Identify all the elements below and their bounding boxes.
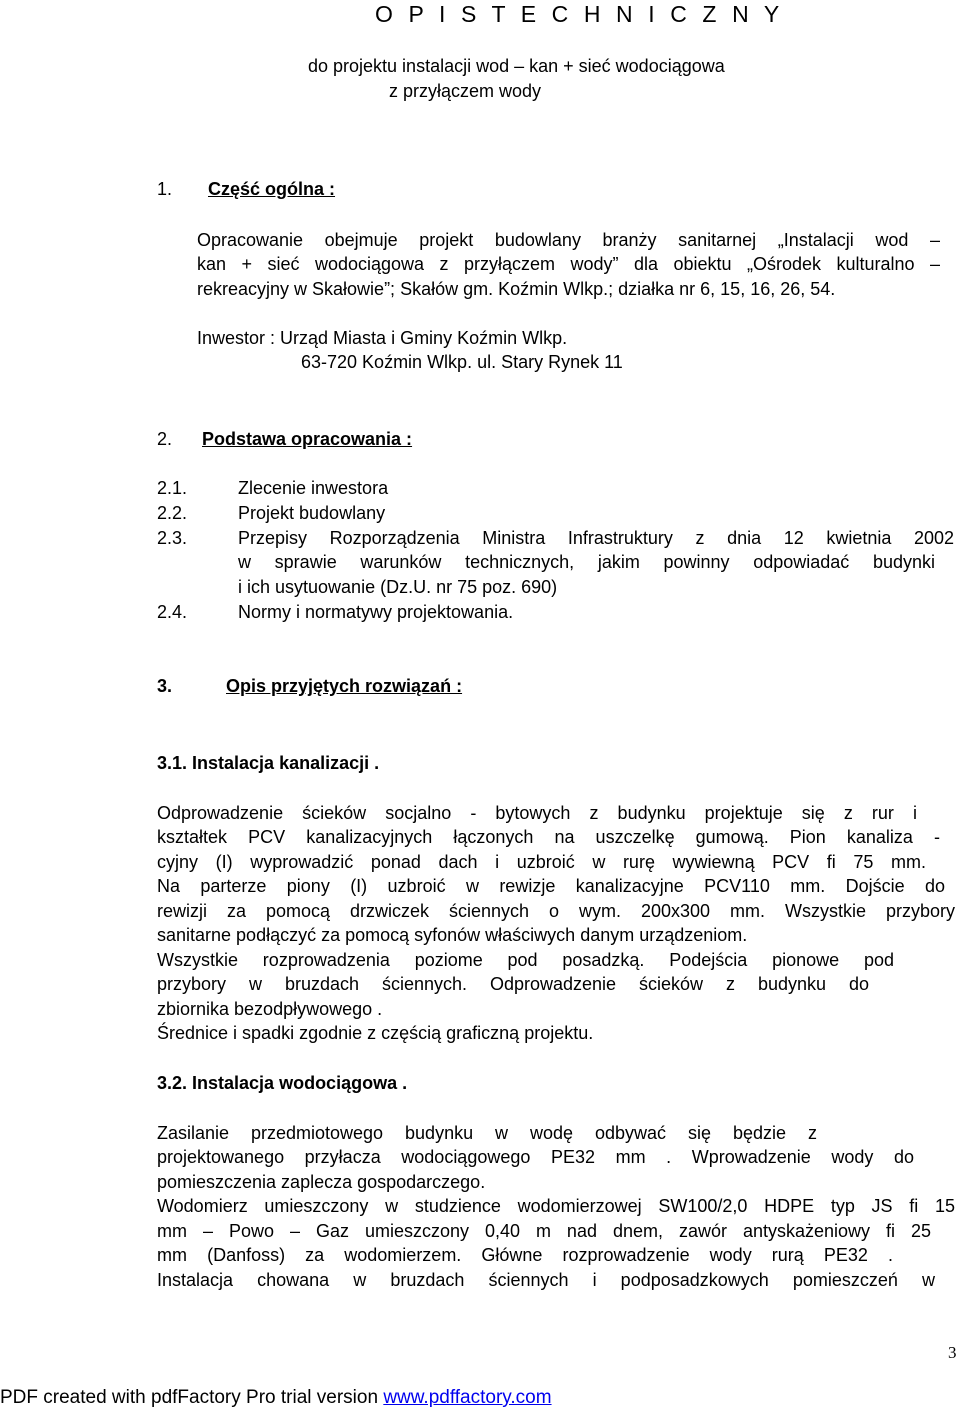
subsection-3-2-heading: 3.2. Instalacja wodociągowa . [157, 1073, 408, 1093]
section-1-heading: Część ogólna : [208, 179, 336, 199]
section-1-line-2: kan + sieć wodociągowa z przyłączem wody” dla obiektu „Ośrodek kulturalno – [197, 254, 940, 274]
section-2-number: 2. [157, 429, 173, 449]
footer-link[interactable]: www.pdffactory.com [383, 1387, 552, 1408]
section-2-heading: Podstawa opracowania : [202, 429, 413, 449]
item-2-4-text: Normy i normatywy projektowania. [238, 602, 514, 622]
item-2-3-line-2: w sprawie warunków technicznych, jakim powinny odpowiadać budynki [238, 552, 935, 572]
s32-line-2: projektowanego przyłacza wodociągowego PE32 mm . Wprowadzenie wody do [157, 1147, 914, 1167]
item-2-3-line-1: Przepisy Rozporządzenia Ministra Infrastruktury z dnia 12 kwietnia 2002 [238, 528, 954, 548]
item-2-3-number: 2.3. [157, 528, 188, 548]
s31-line-2: kształtek PCV kanalizacyjnych łączonych na uszczelkę gumową. Pion kanaliza - [157, 827, 940, 847]
s31-line-10: Średnice i spadki zgodnie z częścią graficzną projektu. [157, 1023, 594, 1043]
item-2-2-text: Projekt budowlany [238, 503, 386, 523]
item-2-1-text: Zlecenie inwestora [238, 478, 389, 498]
s32-line-1: Zasilanie przedmiotowego budynku w wodę odbywać się będzie z [157, 1123, 817, 1143]
investor-line-2: 63-720 Koźmin Wlkp. ul. Stary Rynek 11 [301, 352, 623, 372]
item-2-3-line-3: i ich usytuowanie (Dz.U. nr 75 poz. 690) [238, 577, 558, 597]
section-3-heading: Opis przyjętych rozwiązań : [226, 676, 463, 696]
s31-line-9: zbiornika bezodpływowego . [157, 999, 383, 1019]
s32-line-4: Wodomierz umieszczony w studzience wodomierzowej SW100/2,0 HDPE typ JS fi 15 [157, 1196, 955, 1216]
s32-line-7: Instalacja chowana w bruzdach ściennych i podposadzkowych pomieszczeń w [157, 1270, 935, 1290]
subsection-3-1-heading: 3.1. Instalacja kanalizacji . [157, 753, 380, 773]
section-1-line-3: rekreacyjny w Skałowie”; Skałów gm. Koźmin Wlkp.; działka nr 6, 15, 16, 26, 54. [197, 279, 836, 299]
s31-line-6: sanitarne podłączyć za pomocą syfonów właściwych danym urządzeniom. [157, 925, 748, 945]
s32-line-5: mm – Powo – Gaz umieszczony 0,40 m nad dnem, zawór antyskażeniowy fi 25 [157, 1221, 931, 1241]
s31-line-1: Odprowadzenie ścieków socjalno - bytowych z budynku projektuje się z rur i [157, 803, 917, 823]
section-1-line-1: Opracowanie obejmuje projekt budowlany branży sanitarnej „Instalacji wod – [197, 230, 940, 250]
s31-line-5: rewizji za pomocą drzwiczek ściennych o wym. 200x300 mm. Wszystkie przybory [157, 901, 955, 921]
s31-line-4: Na parterze piony (I) uzbroić w rewizje kanalizacyjne PCV110 mm. Dojście do [157, 876, 945, 896]
investor-line-1: Inwestor : Urząd Miasta i Gminy Koźmin Wlkp. [197, 328, 568, 348]
s32-line-6: mm (Danfoss) za wodomierzem. Główne rozprowadzenie wody rurą PE32 . [157, 1245, 893, 1265]
page-number: 3 [948, 1343, 957, 1362]
subtitle-line-1: do projektu instalacji wod – kan + sieć wodociągowa [308, 56, 725, 76]
subtitle-line-2: z przyłączem wody [389, 81, 542, 101]
pdf-footer [0, 1387, 552, 1409]
item-2-2-number: 2.2. [157, 503, 188, 523]
item-2-4-number: 2.4. [157, 602, 188, 622]
section-1-number: 1. [157, 179, 173, 199]
s31-line-7: Wszystkie rozprowadzenia poziome pod posadzką. Podejścia pionowe pod [157, 950, 894, 970]
s32-line-3: pomieszczenia zaplecza gospodarczego. [157, 1172, 486, 1192]
footer-text: PDF created with pdfFactory Pro trial version [0, 1387, 384, 1408]
item-2-1-number: 2.1. [157, 478, 188, 498]
document-title: O P I S T E C H N I C Z N Y [375, 1, 784, 27]
s31-line-8: przybory w bruzdach ściennych. Odprowadzenie ścieków z budynku do [157, 974, 869, 994]
section-3-number: 3. [157, 676, 173, 696]
s31-line-3: cyjny (I) wyprowadzić ponad dach i uzbroić w rurę wywiewną PCV fi 75 mm. [157, 852, 926, 872]
